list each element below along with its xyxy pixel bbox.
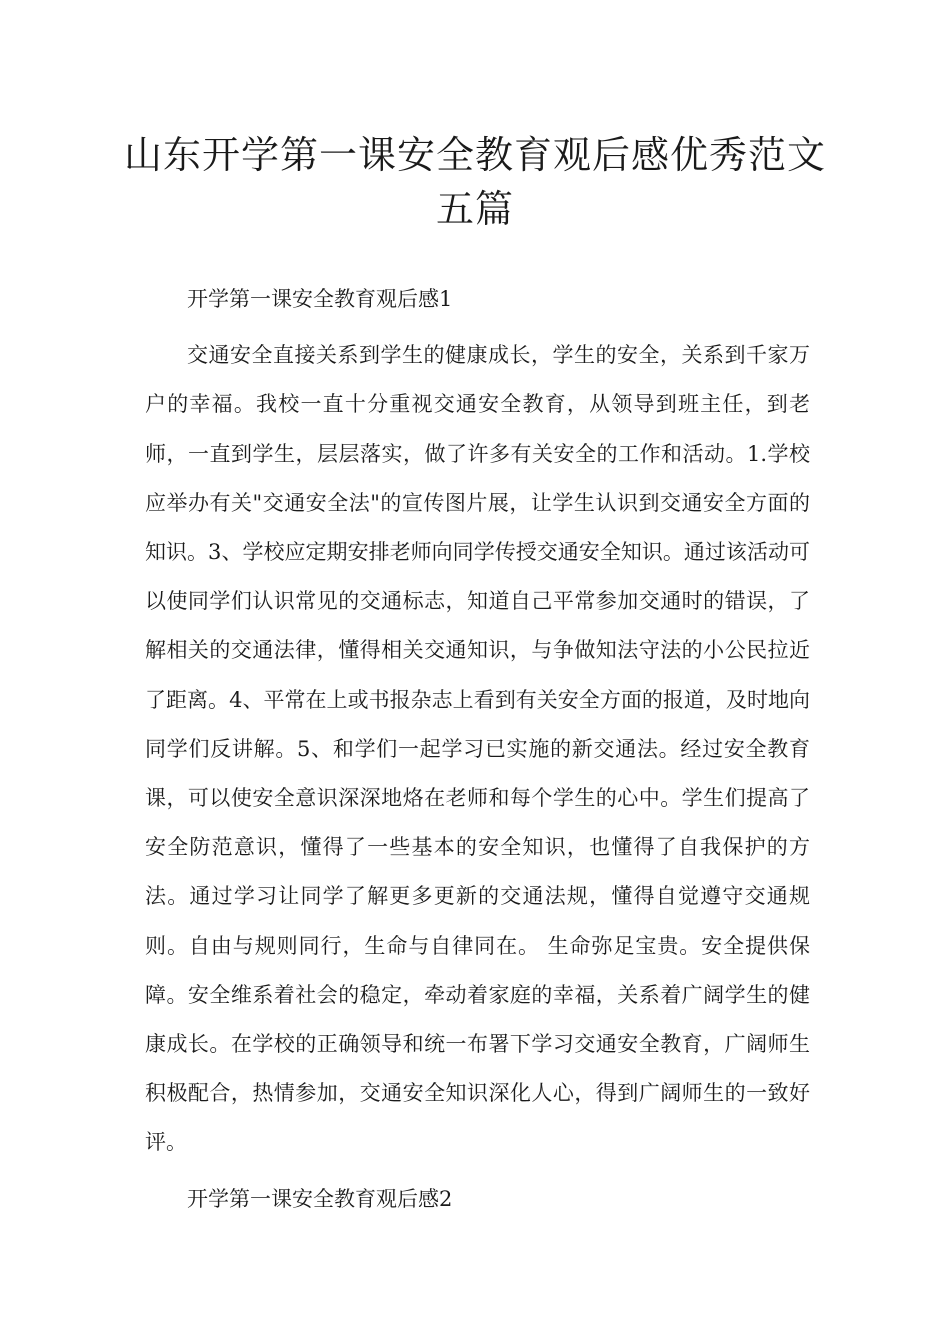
section-heading-1: 开学第一课安全教育观后感1 <box>187 287 453 311</box>
document-title: 山东开学第一课安全教育观后感优秀范文五篇 <box>123 133 826 231</box>
document-body <box>145 275 810 1224</box>
section-heading-2: 开学第一课安全教育观后感2 <box>187 1186 453 1211</box>
section-paragraph-1: 交通安全直接关系到学生的健康成长，学生的安全，关系到千家万户的幸福。我校一直十分重视交通安全教育，从领导到班主任，到老师，一直到学生，层层落实，做了许多有关安全的工作和活动。1.学校应举办有关"交通安全法"的宣传图片展，让学生认识到交通安全方面的知识。3、学校应定期安排老师向同学传授交通安全知识。通过该活动可以使同学们认识常见的交通标志，知道自己平常参加交通时的错误，了解相关的交通法律，懂得相关交通知识，与争做知法守法的小公民拉近了距离。4、平常在上或书报杂志上看到有关安全方面的报道，及时地向同学们反讲解。5、和学们一起学习已实施的新交通法。经过安全教育课，可以使安全意识深深地烙在老师和每个学生的心中。学生们提高了安全防范意识，懂得了一些基本的安全知识，也懂得了自我保护的方法。通过学习让同学了解更多更新的交通法规，懂得自觉遵守交通规则。自由与规则同行，生命与自律同在。 生命弥足宝贵。安全提供保障。安全维系着社会的稳定，牵动着家庭的幸福，关系着广阔学生的健康成长。在学校的正确领导和统一布署下学习交通安全教育，广阔师生积极配合，热情参加，交通安全知识深化人心，得到广阔师生的一致好评。 <box>145 343 810 1155</box>
